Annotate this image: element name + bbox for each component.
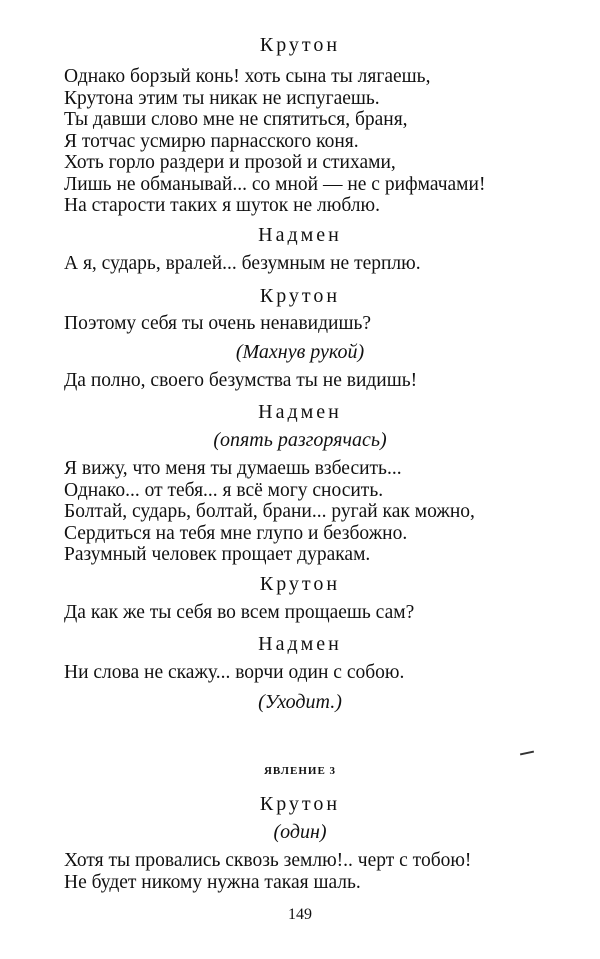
verse-line: Ни слова не скажу... ворчи один с собою. (64, 662, 405, 683)
speaker-name: Крутон (259, 793, 341, 815)
speaker-name: Крутон (259, 34, 341, 56)
speaker-name: Надмен (258, 401, 342, 423)
verse-line: Однако борзый конь! хоть сына ты лягаешь, (64, 66, 431, 87)
verse-line: Однако... от тебя... я всё могу сносить. (64, 479, 384, 501)
ink-mark (520, 751, 534, 756)
stage-direction: (один) (273, 821, 327, 843)
verse-block (64, 850, 584, 893)
speaker-name: Крутон (259, 285, 341, 307)
verse-line: Хотя ты провались сквозь землю!.. черт с тобою! (64, 850, 472, 871)
speaker-name: Надмен (258, 224, 342, 246)
verse-line: Крутона этим ты никак не испугаешь. (64, 87, 380, 109)
verse-line: А я, сударь, вралей... безумным не терплю. (64, 253, 421, 274)
stage-direction: (опять разгорячась) (213, 429, 387, 451)
verse-line: Да полно, своего безумства ты не видишь! (64, 370, 418, 391)
page-number: 149 (288, 906, 312, 923)
scene-heading: ЯВЛЕНИЕ 3 (263, 765, 337, 777)
verse-line: На старости таких я шуток не люблю. (64, 195, 380, 216)
verse-line: Лишь не обманывай... со мной — не с рифмачами! (64, 173, 486, 195)
verse-line: Да как же ты себя во всем прощаешь сам? (64, 602, 415, 623)
verse-line: Разумный человек прощает дуракам. (64, 544, 371, 565)
speaker-name: Надмен (258, 633, 342, 655)
verse-line: Болтай, сударь, болтай, брани... ругай как можно, (64, 501, 475, 522)
verse-line: Я вижу, что меня ты думаешь взбесить... (64, 458, 402, 479)
verse-line: Я тотчас усмирю парнасского коня. (64, 130, 359, 152)
verse-block (64, 313, 584, 335)
verse-line: Сердиться на тебя мне глупо и безбожно. (64, 522, 408, 544)
stage-direction: (Уходит.) (258, 691, 342, 713)
verse-block (64, 662, 584, 684)
verse-line: Не будет никому нужна такая шаль. (64, 871, 361, 893)
stage-direction: (Махнув рукой) (235, 341, 365, 363)
verse-block (64, 370, 584, 392)
verse-line: Хоть горло раздери и прозой и стихами, (64, 152, 396, 173)
verse-block (64, 66, 584, 217)
speaker-name: Крутон (259, 573, 341, 595)
verse-block (64, 253, 584, 275)
verse-line: Ты давши слово мне не спятиться, браня, (64, 109, 408, 130)
verse-block (64, 458, 584, 566)
verse-line: Поэтому себя ты очень ненавидишь? (64, 313, 372, 334)
verse-block (64, 602, 584, 624)
